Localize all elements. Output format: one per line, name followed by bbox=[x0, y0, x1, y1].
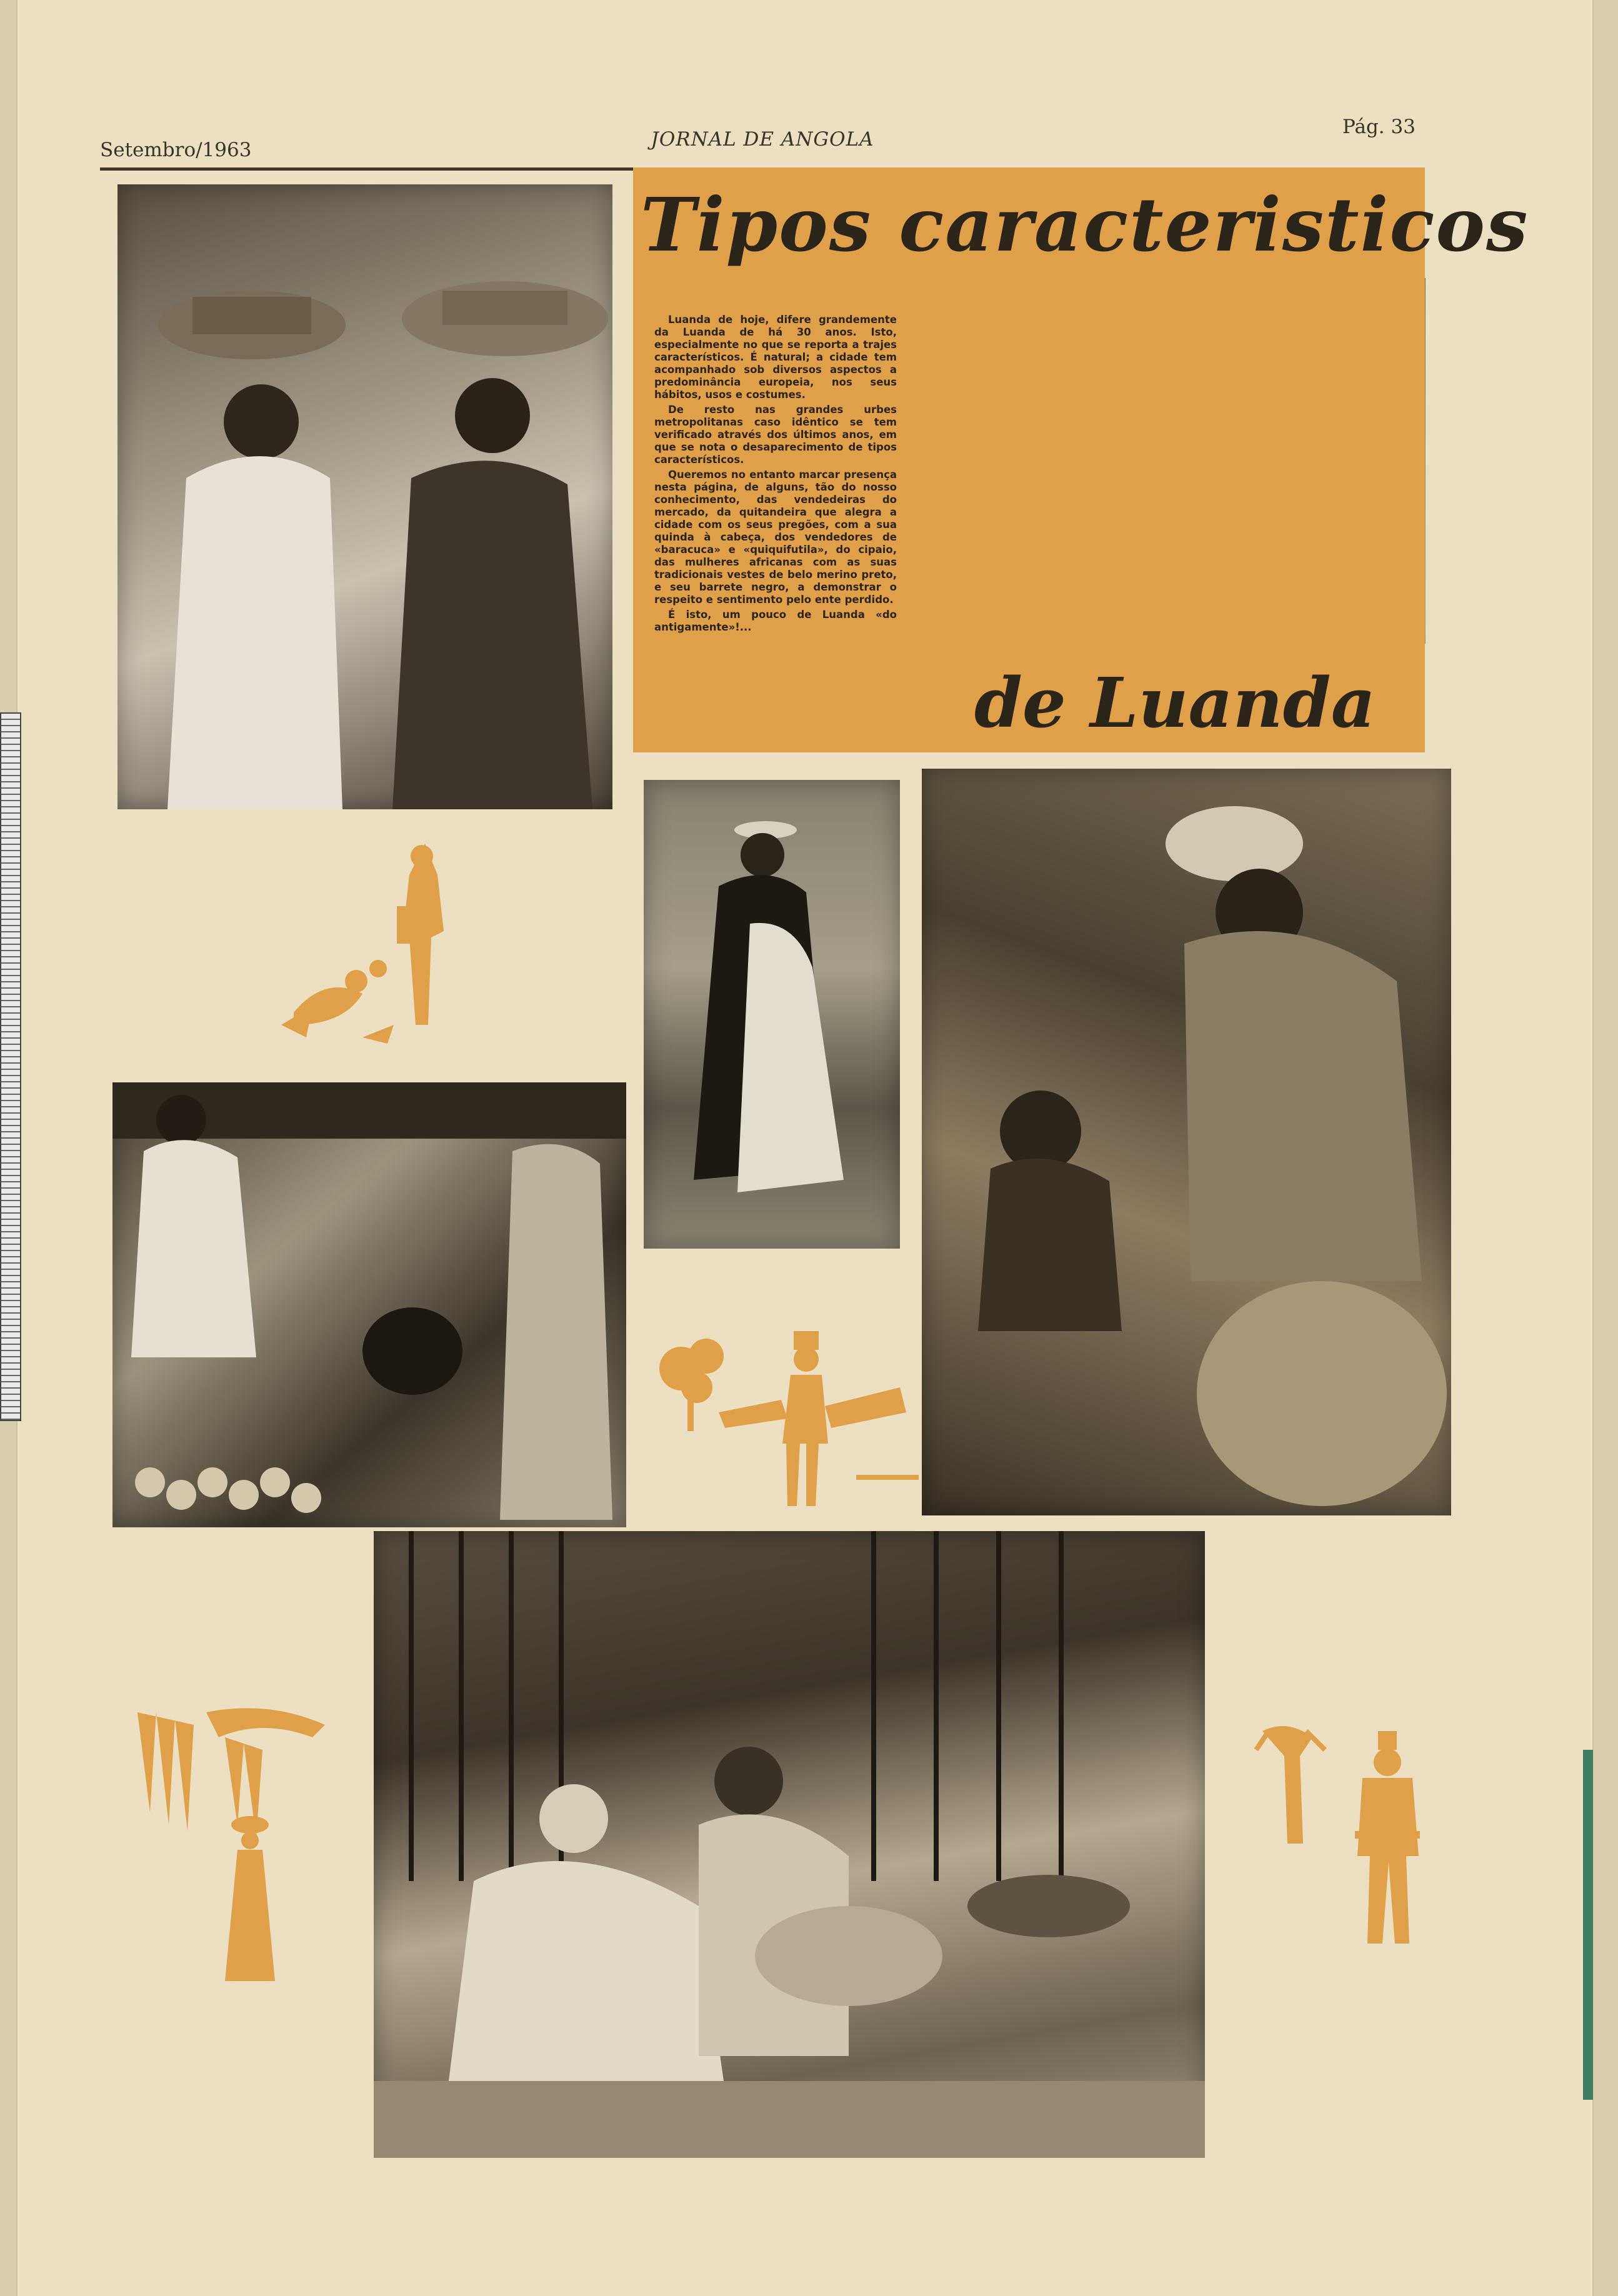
cipaio-illustration bbox=[1250, 1719, 1450, 1959]
photo-market-scene bbox=[112, 1082, 626, 1527]
page-number: Pág. 33 bbox=[1342, 116, 1416, 138]
article-paragraph: É isto, um pouco de Luanda «do antigamente»!... bbox=[654, 609, 897, 633]
quitandeira-illustration bbox=[269, 837, 481, 1052]
photo-women-with-baskets bbox=[117, 184, 612, 809]
article-paragraph: Queremos no entanto marcar presença nesta página, de alguns, tão do nosso conhecimento, das vendedeiras do mercado, da quitandeira que alegra a cidade com os seus pregões, com a sua quinda à cabeça, dos vendedores de «baracuca» e «quiquifutila», do cipaio, das mulheres africanas com as suas tradicionais vestes de belo merino preto, e seu barrete negro, a demonstrar o respeito e sentimento pelo ente perdido. bbox=[654, 469, 897, 606]
issue-date: Setembro/1963 bbox=[100, 139, 252, 161]
vendor-tray-illustration bbox=[650, 1319, 925, 1521]
photo-women-seated-market bbox=[374, 1531, 1205, 2158]
scan-ruler bbox=[0, 712, 21, 1421]
feature-title: Tipos caracteristicos bbox=[641, 181, 1529, 268]
article-paragraph: De resto nas grandes urbes metropolitanas caso idêntico se tem verificado através dos últimos anos, em que se nota o desaparecimento de tipos característicos. bbox=[654, 404, 897, 466]
woman-basket-illustration bbox=[125, 1700, 331, 1990]
article-paragraph: Luanda de hoje, difere grandemente da Luanda de há 30 anos. Isto, especialmente no que se reporta a trajes característicos. É natural; a cidade tem acompanhado sob diversos aspectos a predominância europeia, nos seus hábitos, usos e costumes. bbox=[654, 314, 897, 401]
publication-name: JORNAL DE ANGOLA bbox=[651, 128, 874, 151]
photo-woman-walking bbox=[644, 780, 900, 1249]
feature-article bbox=[654, 314, 897, 636]
photo-woman-with-child bbox=[922, 769, 1451, 1515]
feature-subtitle: de Luanda bbox=[974, 662, 1376, 743]
scan-edge-tab bbox=[1583, 1750, 1593, 2100]
